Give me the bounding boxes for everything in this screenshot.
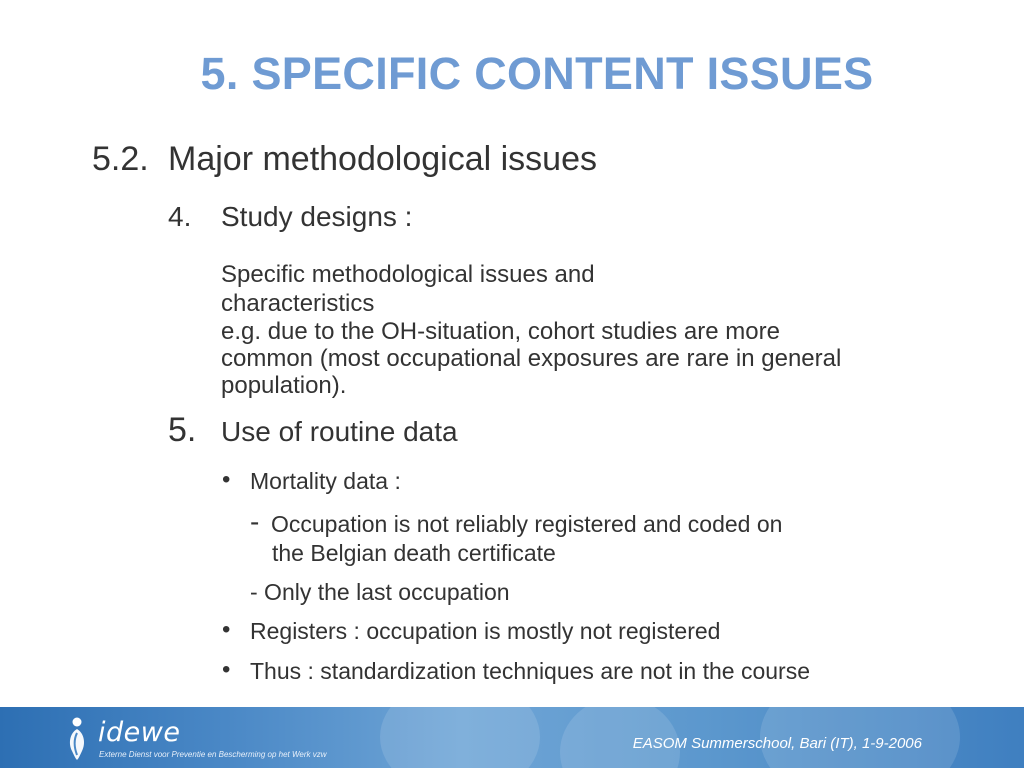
item4-example-line1: e.g. due to the OH-situation, cohort studies are more [221, 318, 780, 345]
bullet-glyph: • [222, 466, 231, 493]
section-number: 5.2. [92, 140, 149, 178]
sub-item-dash: - [250, 506, 260, 537]
item4-paragraph-line1: Specific methodological issues and [221, 261, 595, 288]
sub-item-occupation-line2: the Belgian death certificate [272, 540, 556, 566]
sub-item-occupation-line1: Occupation is not reliably registered and coded on [271, 511, 783, 537]
item4-number: 4. [168, 201, 192, 232]
bullet-glyph: • [222, 656, 231, 683]
slide-title: 5. SPECIFIC CONTENT ISSUES [200, 48, 874, 99]
idewe-person-logo-icon [62, 717, 92, 761]
logo-name: idewe [98, 717, 181, 748]
sub-item-last-occupation: - Only the last occupation [250, 579, 510, 605]
item4-paragraph-line2: characteristics [221, 290, 375, 317]
logo-tagline: Externe Dienst voor Preventie en Bescherming op het Werk vzw [99, 750, 327, 759]
item5-heading: Use of routine data [221, 416, 458, 447]
bullet-registers: Registers : occupation is mostly not registered [250, 618, 721, 644]
section-heading: Major methodological issues [168, 140, 597, 178]
bullet-glyph: • [222, 616, 231, 643]
footer-band [0, 707, 1024, 768]
footer-decoration [380, 707, 540, 768]
bullet-mortality-data: Mortality data : [250, 468, 401, 494]
item4-heading: Study designs : [221, 201, 413, 232]
item4-example-line2: common (most occupational exposures are rare in general [221, 345, 842, 372]
item5-number: 5. [168, 411, 197, 449]
footer-credit: EASOM Summerschool, Bari (IT), 1-9-2006 [632, 735, 922, 752]
bullet-standardization: Thus : standardization techniques are not in the course [250, 658, 811, 684]
item4-example-line3: population). [221, 372, 347, 399]
